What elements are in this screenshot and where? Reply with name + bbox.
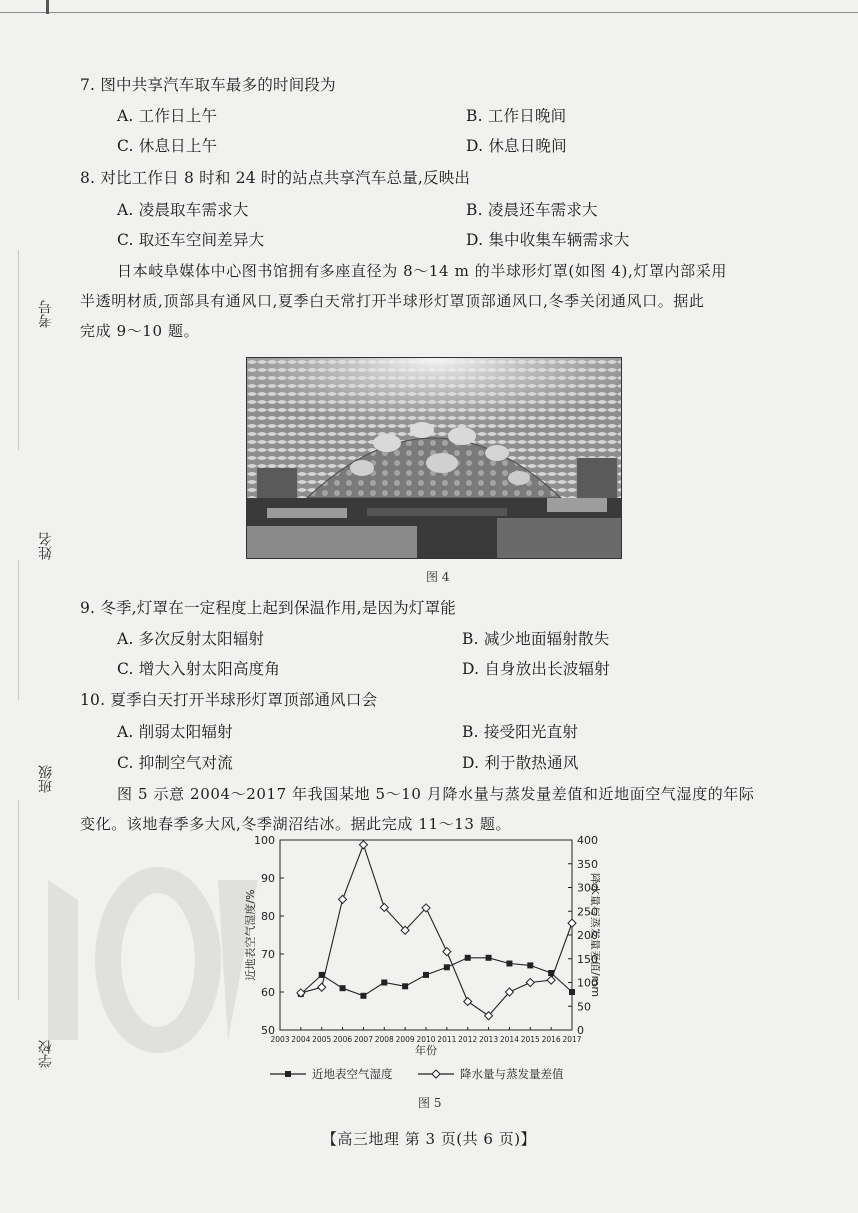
- watermark-graphic: [28, 840, 268, 1060]
- question-8-stem: 8. 对比工作日 8 时和 24 时的站点共享汽车总量,反映出: [80, 169, 471, 187]
- question-9-option-d[interactable]: D. 自身放出长波辐射: [462, 660, 610, 678]
- intro-9-10-line-1: 日本岐阜媒体中心图书馆拥有多座直径为 8～14 m 的半球形灯罩(如图 4),灯罩内部采用: [117, 262, 727, 280]
- y-left-tick-label: 100: [254, 834, 275, 847]
- question-9-option-b[interactable]: B. 减少地面辐射散失: [462, 630, 610, 648]
- figure-4-photo: [246, 357, 622, 559]
- class-label: 班级: [38, 765, 54, 793]
- question-10-option-d[interactable]: D. 利于散热通风: [462, 754, 579, 772]
- series-point-humidity: [360, 993, 366, 999]
- question-10-stem: 10. 夏季白天打开半球形灯罩顶部通风口会: [80, 691, 378, 709]
- y-right-tick-label: 250: [577, 905, 598, 919]
- question-7-stem: 7. 图中共享汽车取车最多的时间段为: [80, 76, 336, 94]
- x-tick-label: 2016: [541, 1035, 561, 1044]
- intro-11-13-line-2: 变化。该地春季多大风,冬季湖沼结冰。据此完成 11～13 题。: [80, 815, 512, 833]
- intro-9-10-line-3: 完成 9～10 题。: [80, 322, 200, 340]
- page-footer: 【高三地理 第 3 页(共 6 页)】: [321, 1130, 537, 1148]
- series-point-humidity: [444, 964, 450, 970]
- series-point-humidity: [402, 983, 408, 989]
- margin-line: [18, 560, 19, 700]
- series-point-humidity: [381, 980, 387, 986]
- plot-frame: [280, 840, 572, 1030]
- x-tick-label: 2015: [520, 1035, 540, 1044]
- question-9-option-c[interactable]: C. 增大入射太阳高度角: [117, 660, 281, 678]
- figure-4-caption: 图 4: [426, 570, 450, 584]
- question-9-stem: 9. 冬季,灯罩在一定程度上起到保温作用,是因为灯罩能: [80, 599, 456, 617]
- y-left-tick-label: 80: [261, 910, 275, 923]
- legend-label-humidity: 近地表空气湿度: [312, 1067, 393, 1081]
- question-7-option-c[interactable]: C. 休息日上午: [117, 137, 218, 155]
- y-right-tick-label: 100: [577, 976, 598, 990]
- question-8-option-a[interactable]: A. 凌晨取车需求大: [117, 201, 249, 219]
- y-left-tick-label: 90: [261, 872, 275, 885]
- school-label: 学校: [38, 1040, 54, 1068]
- series-point-difference: [547, 976, 555, 984]
- series-point-difference: [318, 983, 326, 991]
- question-8-option-d[interactable]: D. 集中收集车辆需求大: [466, 231, 630, 249]
- legend-marker-difference: [432, 1070, 440, 1078]
- series-point-humidity: [486, 955, 492, 961]
- x-tick-label: 2007: [353, 1035, 373, 1044]
- y-left-tick-label: 60: [261, 986, 275, 999]
- exam-number-label: 考号: [38, 300, 54, 328]
- x-tick-label: 2009: [395, 1035, 415, 1044]
- top-border-line: [0, 12, 858, 13]
- margin-line: [18, 800, 19, 1000]
- question-9-option-a[interactable]: A. 多次反射太阳辐射: [117, 630, 265, 648]
- series-point-difference: [464, 998, 472, 1006]
- x-tick-label: 2010: [416, 1035, 436, 1044]
- y-right-tick-label: 300: [577, 881, 598, 895]
- series-point-humidity: [527, 962, 533, 968]
- name-label: 姓名: [38, 532, 54, 560]
- x-tick-label: 2005: [312, 1035, 332, 1044]
- y-right-tick-label: 50: [577, 1000, 591, 1014]
- legend-label-difference: 降水量与蒸发量差值: [460, 1067, 564, 1081]
- question-7-option-b[interactable]: B. 工作日晚间: [466, 107, 567, 125]
- x-tick-label: 2017: [562, 1035, 582, 1044]
- y-right-tick-label: 0: [577, 1024, 584, 1037]
- x-tick-label: 2004: [291, 1035, 311, 1044]
- x-tick-label: 2006: [333, 1035, 353, 1044]
- x-tick-label: 2013: [479, 1035, 499, 1044]
- y-left-axis-label: 近地表空气湿度/%: [244, 889, 257, 981]
- figure-5-chart: [240, 828, 600, 1088]
- series-point-humidity: [340, 985, 346, 991]
- x-axis-label: 年份: [415, 1044, 437, 1057]
- series-point-difference: [359, 841, 367, 849]
- intro-11-13-line-1: 图 5 示意 2004～2017 年我国某地 5～10 月降水量与蒸发量差值和近地面空气湿度的年际: [117, 785, 755, 803]
- margin-line: [18, 250, 19, 450]
- question-10-option-b[interactable]: B. 接受阳光直射: [462, 723, 579, 741]
- question-8-option-c[interactable]: C. 取还车空间差异大: [117, 231, 265, 249]
- top-border-tick: [46, 0, 49, 14]
- y-right-tick-label: 150: [577, 952, 598, 966]
- series-point-difference: [443, 948, 451, 956]
- question-7-option-a[interactable]: A. 工作日上午: [117, 107, 218, 125]
- y-left-tick-label: 70: [261, 948, 275, 961]
- series-point-humidity: [569, 989, 575, 995]
- series-point-humidity: [506, 961, 512, 967]
- intro-9-10-line-2: 半透明材质,顶部具有通风口,夏季白天常打开半球形灯罩顶部通风口,冬季关闭通风口。据此: [80, 292, 705, 310]
- series-point-difference: [339, 895, 347, 903]
- y-left-tick-label: 50: [261, 1024, 275, 1037]
- question-10-option-a[interactable]: A. 削弱太阳辐射: [117, 723, 233, 741]
- series-point-humidity: [465, 955, 471, 961]
- series-point-difference: [568, 919, 576, 927]
- y-right-tick-label: 400: [577, 834, 598, 847]
- figure-5-caption: 图 5: [418, 1096, 442, 1110]
- question-8-option-b[interactable]: B. 凌晨还车需求大: [466, 201, 598, 219]
- question-10-option-c[interactable]: C. 抑制空气对流: [117, 754, 233, 772]
- legend-marker-humidity: [285, 1071, 291, 1077]
- x-tick-label: 2008: [374, 1035, 394, 1044]
- x-tick-label: 2014: [499, 1035, 519, 1044]
- y-right-axis-label: 降水量与蒸发量差值/mm: [589, 872, 600, 998]
- series-point-humidity: [423, 972, 429, 978]
- x-tick-label: 2012: [458, 1035, 478, 1044]
- chart-svg: [240, 828, 600, 1088]
- x-tick-label: 2011: [437, 1035, 457, 1044]
- series-point-difference: [526, 979, 534, 987]
- question-7-option-d[interactable]: D. 休息日晚间: [466, 137, 567, 155]
- y-right-tick-label: 200: [577, 929, 598, 942]
- x-tick-label: 2003: [270, 1035, 290, 1044]
- library-dome-image: [247, 358, 621, 558]
- y-right-tick-label: 350: [577, 857, 598, 871]
